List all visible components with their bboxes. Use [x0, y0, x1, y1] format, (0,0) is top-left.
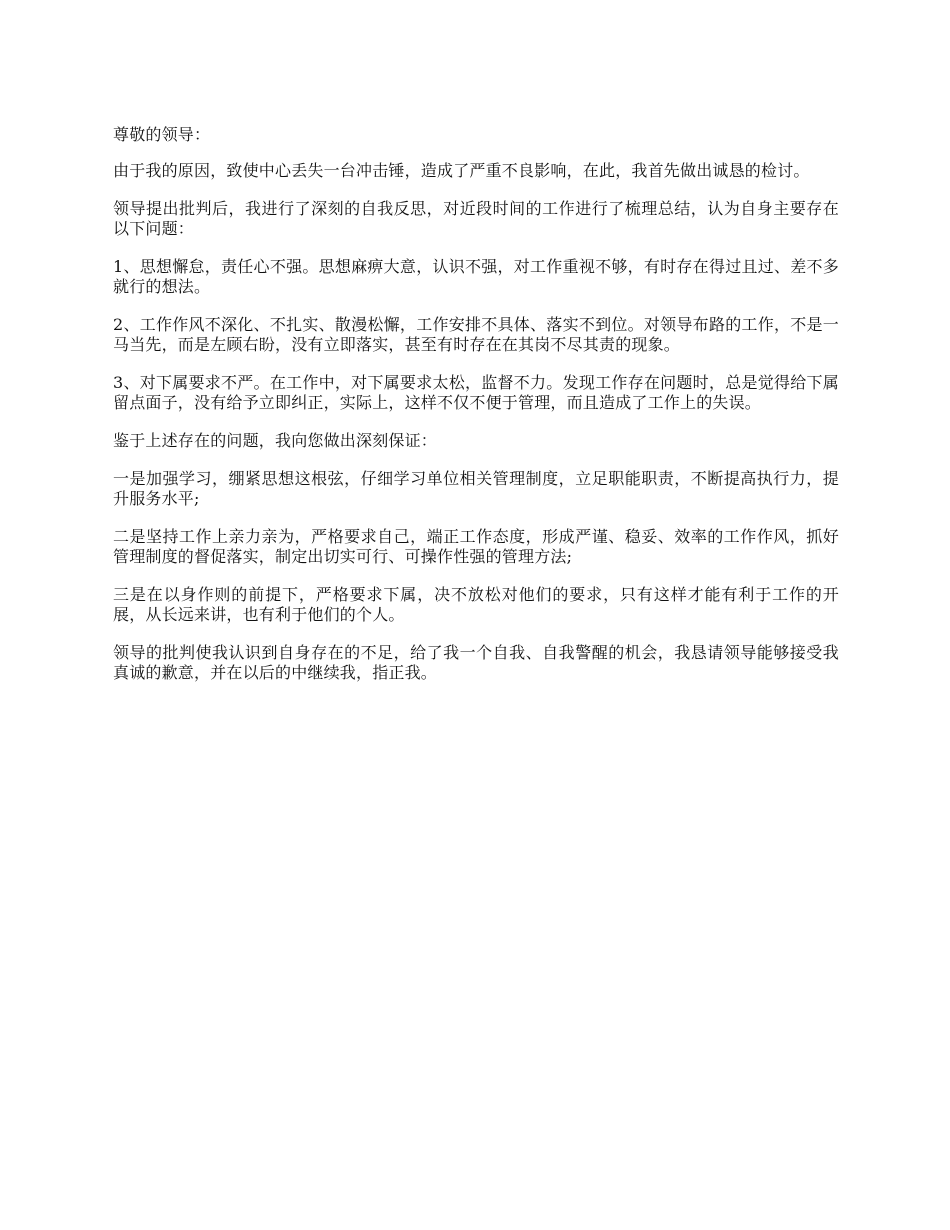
- paragraph-9: 三是在以身作则的前提下，严格要求下属，决不放松对他们的要求，只有这样才能有利于工作的开展，从长远来讲，也有利于他们的个人。: [113, 585, 839, 624]
- paragraph-4: 2、工作作风不深化、不扎实、散漫松懈，工作安排不具体、落实不到位。对领导布路的工作，不是一马当先，而是左顾右盼，没有立即落实，甚至有时存在在其岗不尽其责的现象。: [113, 315, 839, 354]
- paragraph-5: 3、对下属要求不严。在工作中，对下属要求太松，监督不力。发现工作存在问题时，总是觉得给下属留点面子，没有给予立即纠正，实际上，这样不仅不便于管理，而且造成了工作上的失误。: [113, 373, 839, 412]
- paragraph-2: 领导提出批判后，我进行了深刻的自我反思，对近段时间的工作进行了梳理总结，认为自身主要存在以下问题：: [113, 199, 839, 238]
- paragraph-3: 1、思想懈怠，责任心不强。思想麻痹大意，认识不强，对工作重视不够，有时存在得过且过、差不多就行的想法。: [113, 257, 839, 296]
- salutation: 尊敬的领导：: [113, 125, 211, 144]
- paragraph-6: 鉴于上述存在的问题，我向您做出深刻保证：: [113, 431, 438, 450]
- document-body: [113, 125, 839, 701]
- paragraph-7: 一是加强学习，绷紧思想这根弦，仔细学习单位相关管理制度，立足职能职责，不断提高执行力，提升服务水平;: [113, 469, 839, 508]
- paragraph-8: 二是坚持工作上亲力亲为，严格要求自己，端正工作态度，形成严谨、稳妥、效率的工作作风，抓好管理制度的督促落实，制定出切实可行、可操作性强的管理方法;: [113, 527, 839, 566]
- paragraph-1: 由于我的原因，致使中心丢失一台冲击锤，造成了严重不良影响，在此，我首先做出诚恳的检讨。: [113, 161, 810, 180]
- paragraph-10: 领导的批判使我认识到自身存在的不足，给了我一个自我、自我警醒的机会，我恳请领导能够接受我真诚的歉意，并在以后的中继续我，指正我。: [113, 643, 839, 682]
